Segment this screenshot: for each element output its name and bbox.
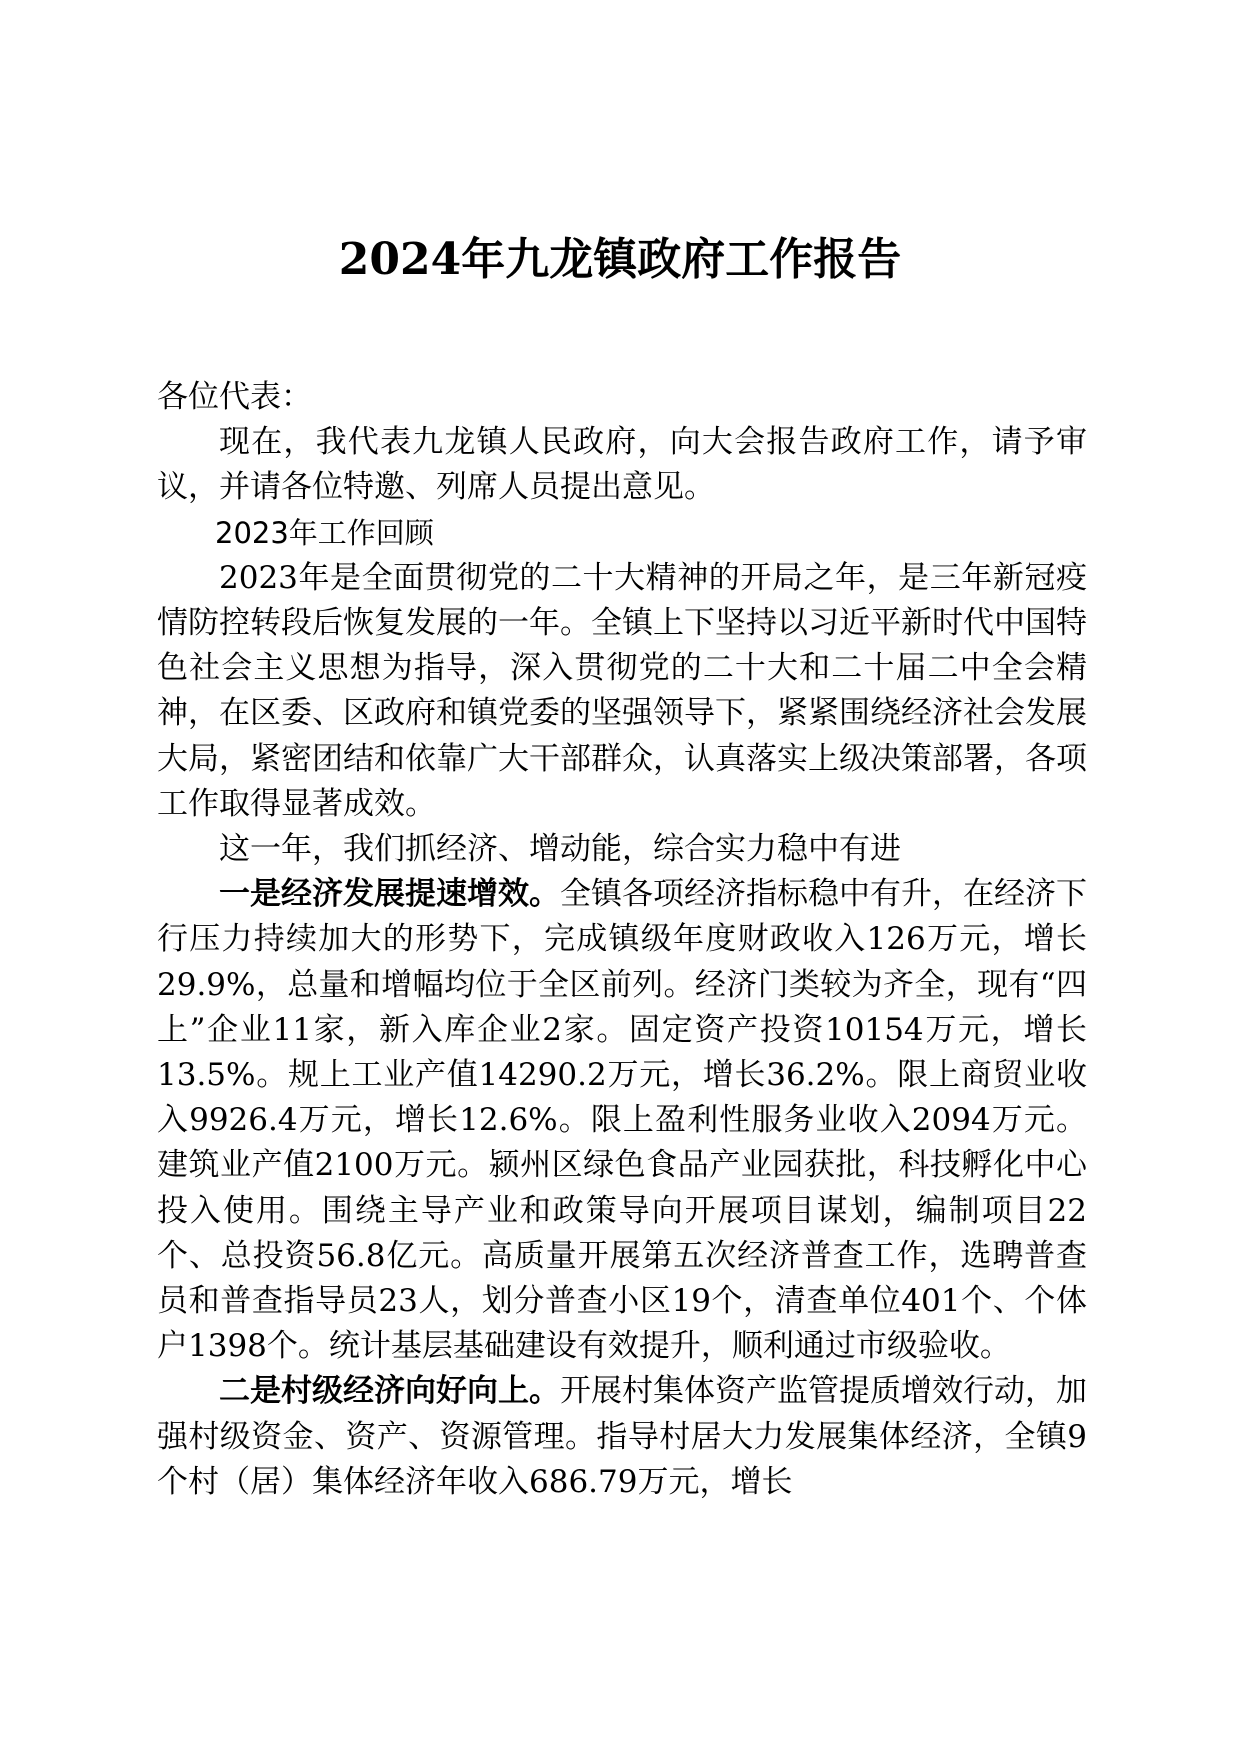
section-heading: 2023年工作回顾 [215,515,434,550]
overview-paragraph: 2023年是全面贯彻党的二十大精神的开局之年，是三年新冠疫情防控转段后恢复发展的一年。全镇上下坚持以习近平新时代中国特色社会主义思想为指导，深入贯彻党的二十大和二十届二中全会精神，在区委、区政府和镇党委的坚强领导下，紧紧围绕经济社会发展大局，紧密团结和依靠广大干部群众，认真落实上级决策部署，各项工作取得显著成效。 [157,559,1087,822]
salutation: 各位代表： [157,379,312,415]
point2-paragraph [157,1369,1087,1505]
point2-lead: 二是村级经济向好向上。 [219,1373,560,1410]
point1-text: 全镇各项经济指标稳中有升，在经济下行压力持续加大的形势下，完成镇级年度财政收入126万元，增长29.9%，总量和增幅均位于全区前列。经济门类较为齐全，现有“四上”企业11家，新入库企业2家。固定资产投资10154万元，增长13.5%。规上工业产值14290.2万元，增长36.2%。限上商贸业收入9926.4万元，增长12.6%。限上盈利性服务业收入2094万元。建筑业产值2100万元。颍州区绿色食品产业园获批，科技孵化中心投入使用。围绕主导产业和政策导向开展项目谋划，编制项目22个、总投资56.8亿元。高质量开展第五次经济普查工作，选聘普查员和普查指导员23人，划分普查小区19个，清查单位401个、个体户1398个。统计基层基础建设有效提升，顺利通过市级验收。 [157,876,1087,1365]
point1-paragraph [157,872,1087,1369]
document-body [157,375,1087,1505]
intro-paragraph: 现在，我代表九龙镇人民政府，向大会报告政府工作，请予审议，并请各位特邀、列席人员提出意见。 [157,424,1087,506]
document-title: 2024年九龙镇政府工作报告 [338,234,902,285]
point1-lead: 一是经济发展提速增效。 [219,876,560,913]
point2-text: 开展村集体资产监管提质增效行动，加强村级资金、资产、资源管理。指导村居大力发展集体经济，全镇9个村（居）集体经济年收入686.79万元，增长 [157,1373,1087,1500]
subheading: 这一年，我们抓经济、增动能，综合实力稳中有进 [219,831,901,868]
